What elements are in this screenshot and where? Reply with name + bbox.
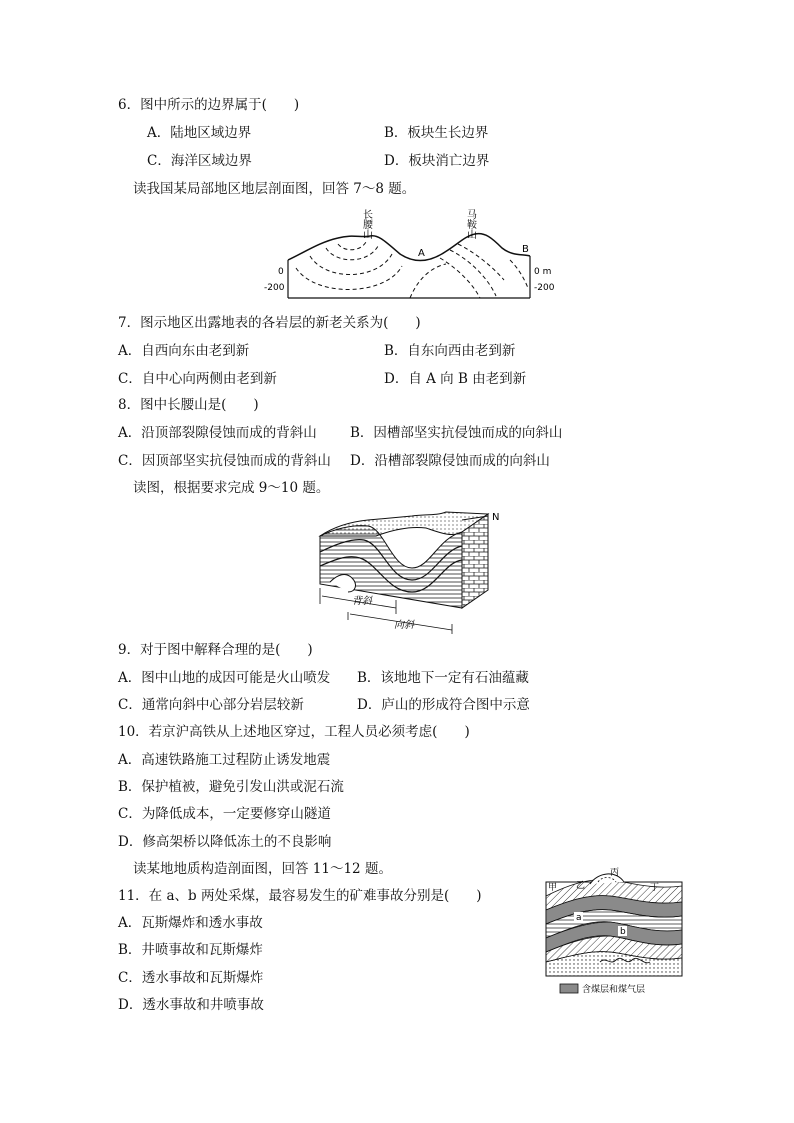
strata-profile-figure (260, 208, 560, 308)
label-changyao-2: 腰 (363, 220, 373, 231)
legend-label: 含煤层和煤气层 (582, 985, 646, 995)
q7-option-b: B．自东向西由老到新 (384, 343, 516, 359)
q8-option-c: C．因顶部坚实抗侵蚀而成的背斜山 (118, 453, 331, 469)
label-yi: 乙 (576, 881, 586, 891)
label-maan-3: 山 (467, 230, 477, 241)
q6-stem: 6．图中所示的边界属于( ) (118, 97, 300, 113)
left-axis-zero: 0 (278, 267, 284, 277)
q7-option-c: C．自中心向两侧由老到新 (118, 371, 277, 387)
q8-stem: 8．图中长腰山是( ) (118, 397, 259, 413)
intro-7-8: 读我国某局部地区地层剖面图，回答 7～8 题。 (133, 181, 416, 197)
label-b: b (620, 927, 626, 937)
label-changyao-3: 山 (363, 230, 373, 241)
legend-swatch (560, 984, 578, 993)
q11-option-b: B．井喷事故和瓦斯爆炸 (118, 942, 263, 958)
syncline-label: 向斜 (394, 620, 414, 631)
label-ding: 丁 (650, 883, 660, 893)
q6-option-c: C．海洋区域边界 (147, 153, 252, 169)
label-bing: 丙 (610, 868, 620, 878)
anticline-label: 背斜 (352, 596, 372, 607)
q11-option-d: D．透水事故和井喷事故 (118, 997, 264, 1013)
q8-option-b: B．因槽部坚实抗侵蚀而成的向斜山 (350, 425, 563, 441)
label-jia: 甲 (548, 883, 558, 893)
syncline-strata (296, 242, 402, 290)
label-point-a: A (418, 248, 425, 259)
q6-option-b: B．板块生长边界 (384, 125, 489, 141)
fold-block-diagram (312, 508, 508, 638)
q9-option-c: C．通常向斜中心部分岩层较新 (118, 697, 304, 713)
q6-option-a: A．陆地区域边界 (147, 125, 252, 141)
q10-stem: 10．若京沪高铁从上述地区穿过，工程人员必须考虑( ) (118, 724, 470, 740)
q10-option-a: A．高速铁路施工过程防止诱发地震 (118, 752, 331, 768)
geologic-structure-figure (540, 862, 688, 1000)
q7-option-a: A．自西向东由老到新 (118, 343, 250, 359)
label-a: a (576, 913, 582, 923)
intro-11-12: 读某地地质构造剖面图，回答 11～12 题。 (133, 861, 392, 877)
terrain-surface (288, 234, 530, 261)
q9-option-b: B．该地地下一定有石油蕴藏 (357, 670, 529, 686)
intro-9-10: 读图，根据要求完成 9～10 题。 (133, 480, 330, 496)
label-changyao-1: 长 (363, 210, 373, 221)
right-axis-zero: 0 m (534, 267, 552, 277)
q11-stem: 11．在 a、b 两处采煤，最容易发生的矿难事故分别是( ) (118, 888, 482, 904)
q11-option-c: C．透水事故和瓦斯爆炸 (118, 970, 264, 986)
q9-option-d: D．庐山的形成符合图中示意 (357, 697, 530, 713)
label-point-b: B (522, 244, 529, 255)
q7-option-d: D．自 A 向 B 由老到新 (384, 371, 527, 387)
q6-option-d: D．板块消亡边界 (384, 153, 490, 169)
q10-option-d: D．修高架桥以降低冻土的不良影响 (118, 834, 332, 850)
left-axis-minus200: -200 (264, 283, 285, 293)
q9-option-a: A．图中山地的成因可能是火山喷发 (118, 670, 331, 686)
q10-option-c: C．为降低成本，一定要修穿山隧道 (118, 806, 331, 822)
label-maan-1: 马 (467, 210, 477, 221)
q7-stem: 7．图示地区出露地表的各岩层的新老关系为( ) (118, 315, 421, 331)
q8-option-d: D．沿槽部裂隙侵蚀而成的向斜山 (350, 453, 550, 469)
north-label: N (492, 512, 500, 523)
q10-option-b: B．保护植被，避免引发山洪或泥石流 (118, 779, 344, 795)
right-axis-minus200: -200 (534, 283, 555, 293)
q8-option-a: A．沿顶部裂隙侵蚀而成的背斜山 (118, 425, 317, 441)
q9-stem: 9．对于图中解释合理的是( ) (118, 642, 313, 658)
q11-option-a: A．瓦斯爆炸和透水事故 (118, 915, 263, 931)
label-maan-2: 鞍 (467, 220, 477, 231)
